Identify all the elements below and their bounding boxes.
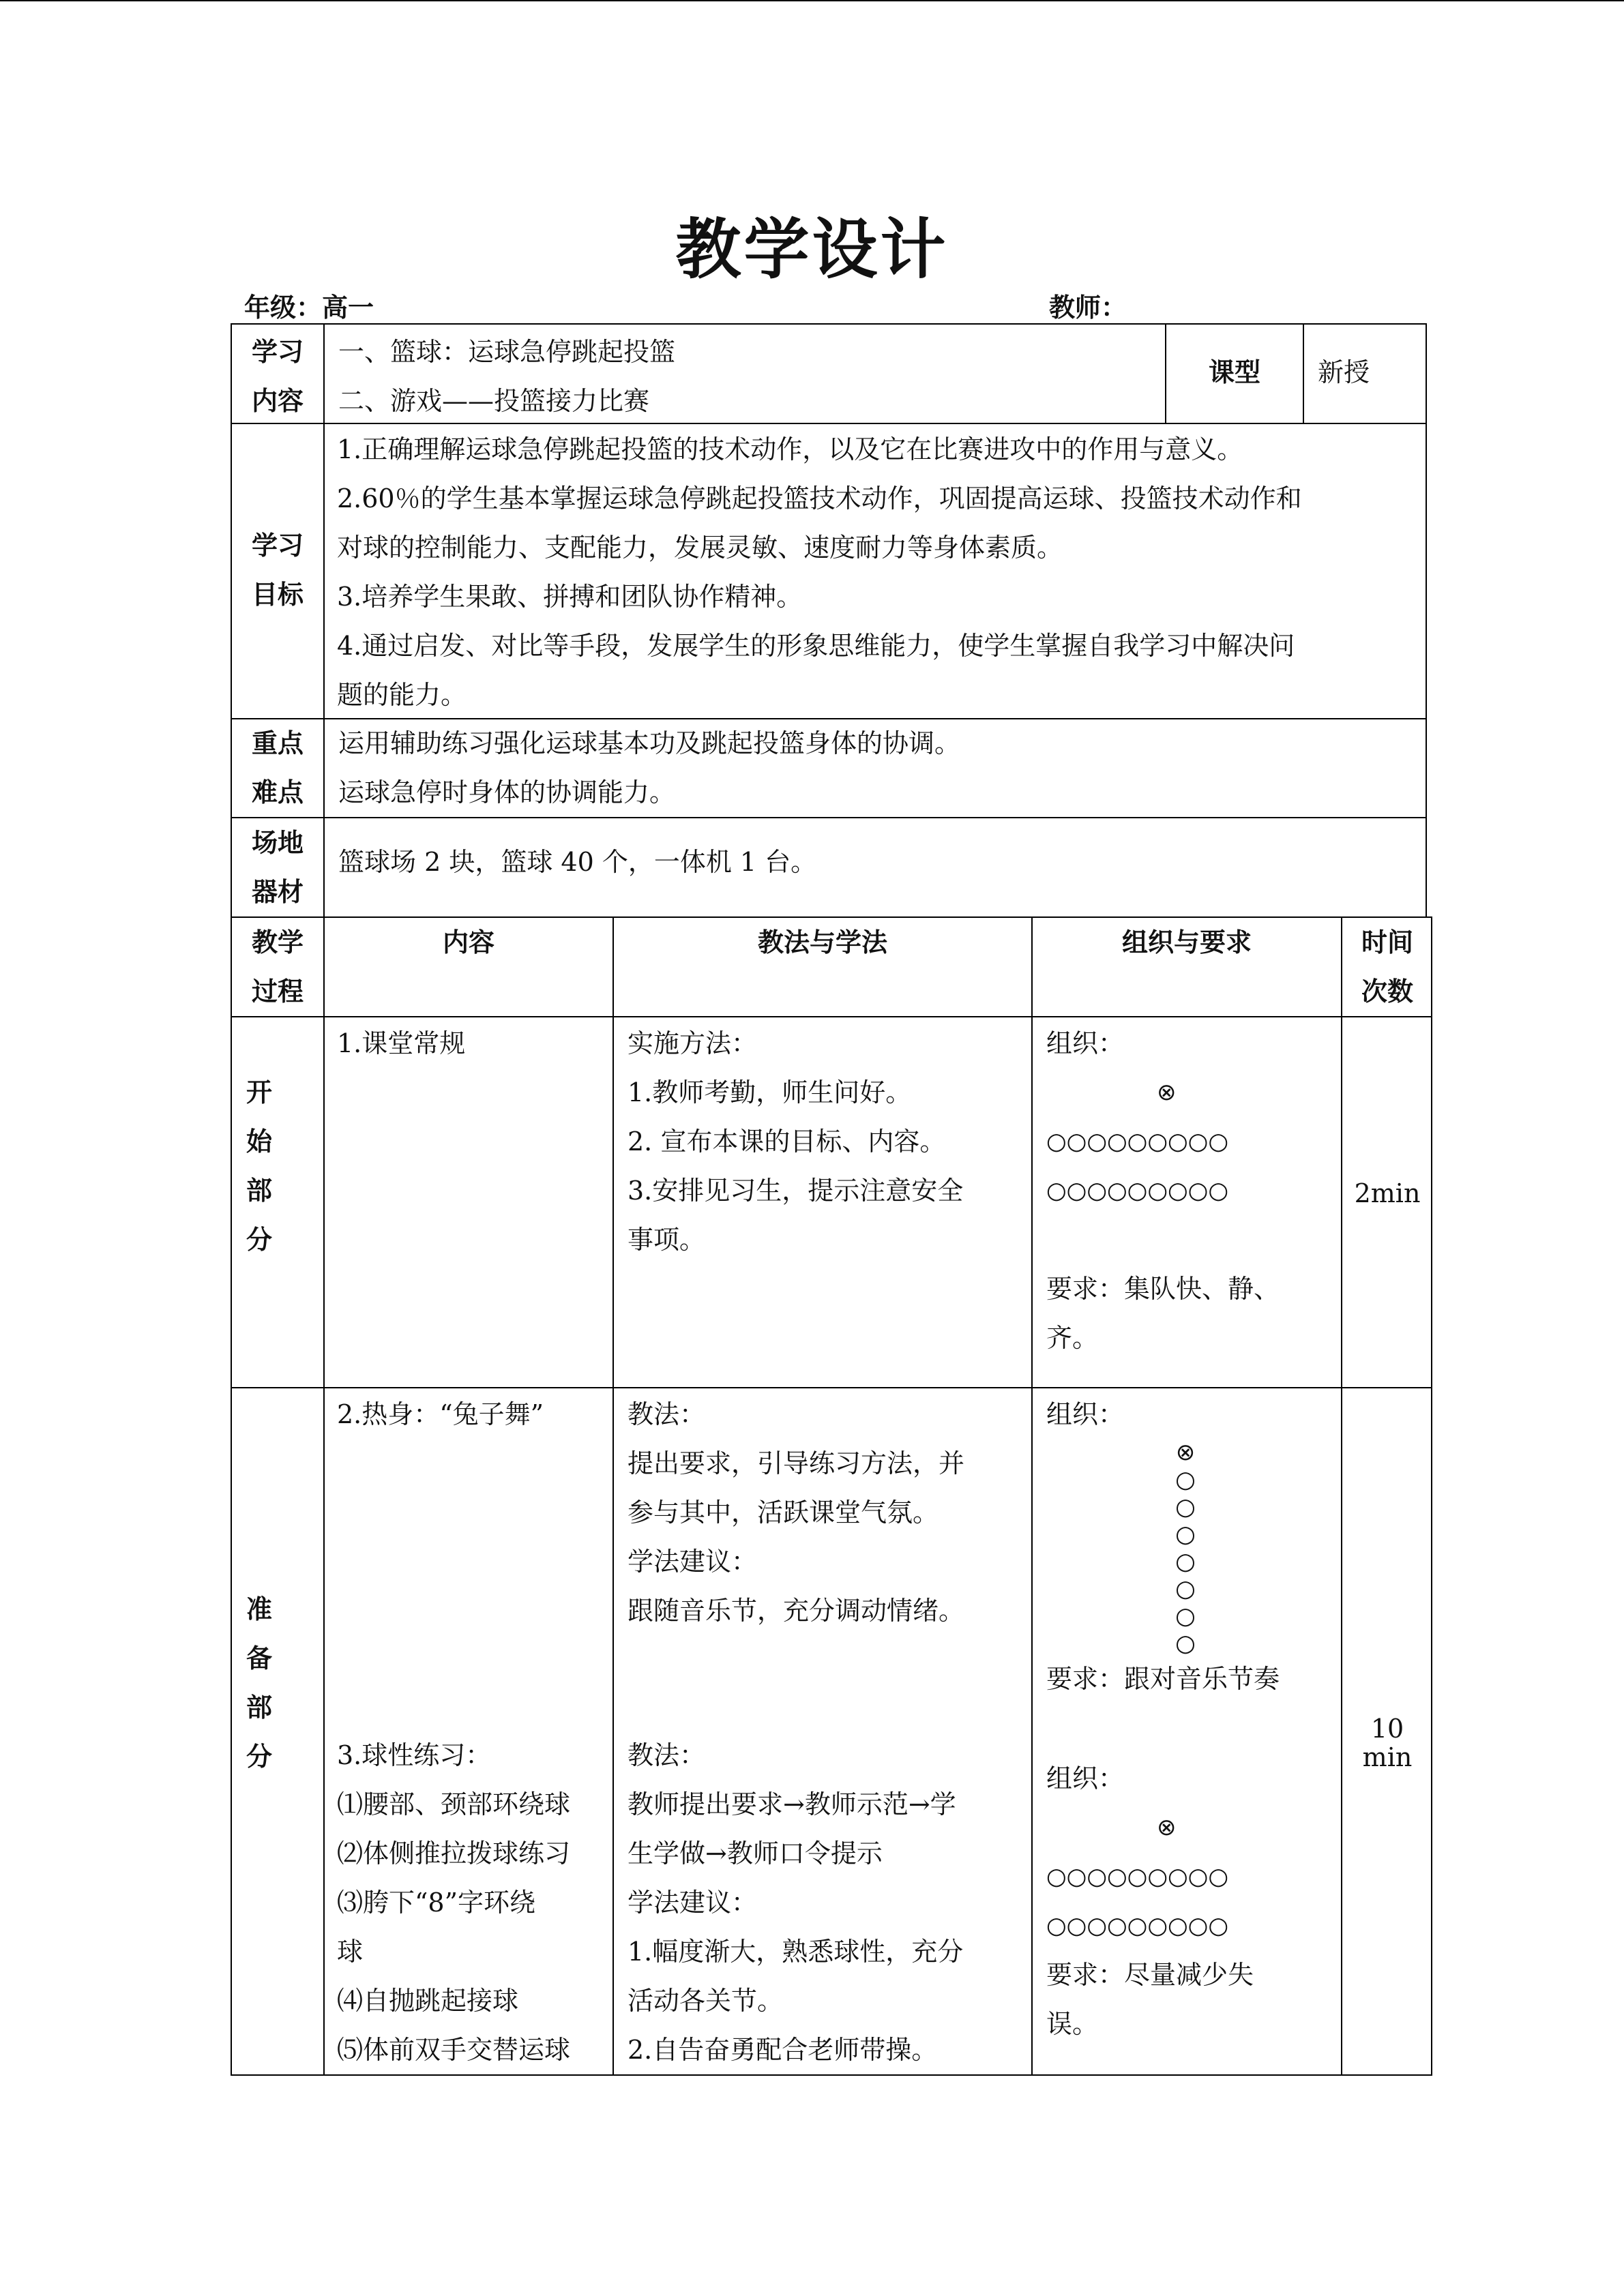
key-points-label: 重点 难点 — [251, 728, 304, 807]
prep-org-warmup-label: 组织： — [1046, 1399, 1125, 1429]
lesson-type-value: 新授 — [1318, 357, 1370, 387]
student-row-1: ○○○○○○○○○ — [1046, 1128, 1229, 1155]
start-time: 2min — [1354, 1178, 1421, 1208]
content-text: 一、篮球：运球急停跳起投篮 二、游戏——投篮接力比赛 — [338, 337, 676, 416]
prep-method-ball: 教法： 教师提出要求→教师示范→学 生学做→教师口令提示 学法建议： 1.幅度渐大，熟悉球性，充分 活动各关节。 2.自告奋勇配合老师带操。 — [628, 1740, 964, 2065]
time-header: 时间 次数 — [1361, 927, 1413, 1007]
key-points-text: 运用辅助练习强化运球基本功及跳起投篮身体的协调。 运球急停时身体的协调能力。 — [338, 728, 961, 807]
single-file-formation — [1172, 1439, 1199, 1657]
prep-time: 10 min — [1362, 1714, 1413, 1772]
student-row-1: ○○○○○○○○○ — [1046, 1863, 1229, 1890]
lesson-type-label: 课型 — [1208, 357, 1260, 387]
start-stage-label: 开 始 部 分 — [246, 1077, 272, 1255]
organization-header: 组织与要求 — [1121, 927, 1252, 957]
page-title: 教学设计 — [675, 211, 949, 288]
top-border-line — [0, 0, 1624, 1]
start-organization: 组织： ⊗ ○○○○○○○○○ ○○○○○○○○○ 要求：集队快、静、 齐。 — [1046, 1019, 1333, 1362]
goals-text: 1.正确理解运球急停跳起投篮的技术动作，以及它在比赛进攻中的作用与意义。 2.60％的学生基本掌握运球急停跳起投篮技术动作，巩固提高运球、投篮技术动作和 对球的控制能力、支配能力，发展灵敏、速度耐力等身体素质。 3.培养学生果敢、拼搏和团队协作精神。 4.通过启发、对比等手段，发展学生的形象思维能力，使学生掌握自我学习中解决问 题的能力。 — [337, 434, 1302, 710]
teacher-position-icon: ⊗ — [1175, 1439, 1196, 1466]
student-icon: ○ — [1175, 1630, 1196, 1657]
start-content: 1.课堂常规 — [337, 1028, 466, 1058]
goals-label: 学习 目标 — [251, 531, 304, 610]
prep-org-ball: 组织： ⊗ ○○○○○○○○○ ○○○○○○○○○ 要求：尽量减少失 误。 — [1046, 1754, 1333, 2048]
student-icon: ○ — [1175, 1493, 1196, 1521]
student-row-2: ○○○○○○○○○ — [1046, 1177, 1229, 1204]
prep-content-ball: 3.球性练习： ⑴腰部、颈部环绕球 ⑵体侧推拉拨球练习 ⑶胯下“8”字环绕 球 ⑷自抛跳起接球 ⑸体前双手交替运球 — [337, 1740, 571, 2065]
method-header: 教法与学法 — [757, 927, 887, 957]
student-icon: ○ — [1175, 1602, 1196, 1630]
prep-stage-label: 准 备 部 分 — [246, 1594, 272, 1772]
start-method: 实施方法： 1.教师考勤，师生问好。 2. 宣布本课的目标、内容。 3.安排见习生，提示注意安全 事项。 — [628, 1028, 964, 1255]
prep-req-warmup: 要求：跟对音乐节奏 — [1046, 1664, 1280, 1694]
content-header: 内容 — [442, 927, 494, 957]
teacher-position-icon: ⊗ — [1157, 1079, 1177, 1106]
student-row-2: ○○○○○○○○○ — [1046, 1912, 1229, 1939]
grade-label: 年级：高一 — [244, 293, 374, 323]
prep-method-warmup: 教法： 提出要求，引导练习方法，并 参与其中，活跃课堂气氛。 学法建议： 跟随音乐节，充分调动情绪。 — [628, 1399, 965, 1626]
content-label: 学习 内容 — [251, 337, 304, 416]
venue-label: 场地 器材 — [251, 828, 304, 907]
student-icon: ○ — [1175, 1575, 1196, 1602]
student-icon: ○ — [1175, 1466, 1196, 1493]
student-icon: ○ — [1175, 1521, 1196, 1548]
student-icon: ○ — [1175, 1548, 1196, 1575]
teacher-position-icon: ⊗ — [1157, 1814, 1177, 1841]
venue-text: 篮球场 2 块，篮球 40 个，一体机 1 台。 — [338, 847, 817, 877]
prep-content-warmup: 2.热身：“兔子舞” — [337, 1399, 544, 1429]
teacher-label: 教师： — [1049, 293, 1127, 323]
stage-header: 教学 过程 — [251, 927, 304, 1007]
